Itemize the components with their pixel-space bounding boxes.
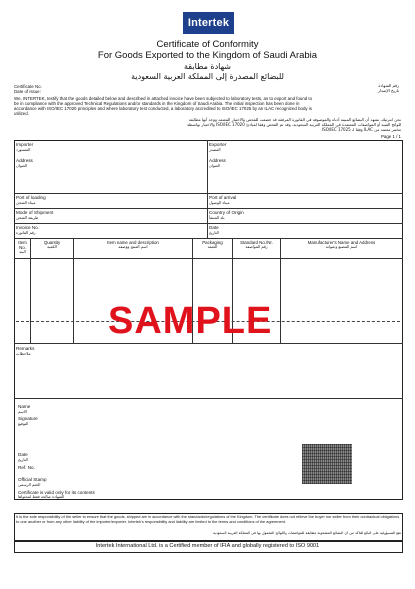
- line-invoice: [14, 223, 403, 224]
- shipment-mode-label: Mode of Shipment: [16, 210, 54, 215]
- stamp-arabic: الختم الرسمي: [18, 482, 41, 487]
- exporter-label: Exporter: [209, 142, 227, 147]
- invoice-no-label: Invoice No.: [16, 225, 39, 230]
- importer-address-arabic: العنوان: [16, 163, 27, 168]
- intro-en-2: be in compliance with the approved Technical Regulations and/or standards in the Kingdom of Saudi Arabia. The initial inspection has been done in: [14, 101, 300, 106]
- title-line-2: For Goods Exported to the Kingdom of Saudi Arabia: [97, 50, 318, 61]
- validity-note: Certificate is valid only for its contents: [18, 490, 95, 495]
- title-arabic-1: شهادة مطابقة: [184, 62, 231, 71]
- title-arabic-2: للبضائع المصدرة إلى المملكة العربية السعودية: [131, 72, 284, 81]
- country-origin-label: Country of Origin: [209, 210, 244, 215]
- col-head-packaging: Packaging التعبئة: [202, 240, 223, 249]
- intro-en-1: We, INTERTEK, testify that the goods detailed below and described in attached invoice have been subjected to laboratory tests, as to export and found to: [14, 96, 313, 101]
- col-head-standard: Standard No./Nr. رقم المواصفة: [240, 240, 273, 249]
- remarks-label: Remarks: [16, 346, 35, 351]
- table-bottom: [14, 343, 403, 344]
- exporter-address-label: Address: [209, 158, 226, 163]
- intro-ar-1: نحن انترتيك، نشهد أن البضائع المبينة أدناه والموصوفة في الفاتورة المرفقة قد خضعت للفحص والاختبار المعتمد ووجد أنها مطابقة: [188, 117, 401, 122]
- intro-ar-2: للوائح الفنية أو المواصفات المعتمدة في المملكة العربية السعودية، وقد تم الفحص وفقا لمبادئ ISO/IEC 17020 والاختبار بواسطة: [187, 122, 401, 127]
- intro-en-3: accordance with ISO/IEC 17020 principles and where laboratory test conducted, a laboratory accredited to ISO/IEC 17025 by an ILAC recognized body is: [14, 106, 312, 111]
- name-label: Name: [18, 404, 31, 409]
- date-of-issue-arabic: تاريخ الإصدار: [377, 88, 399, 93]
- intertek-logo: Intertek: [183, 12, 234, 34]
- ref-no-label: Ref. No.: [18, 465, 35, 470]
- signature-arabic: التوقيع: [18, 421, 29, 426]
- importer-address-label: Address: [16, 158, 33, 163]
- disclaimer-ar: تقع المسؤولية على البائع للتأكد من أن البضائع المشحونة مطابقة للمواصفات واللوائح المعمول بها في المملكة العربية السعودية: [213, 531, 401, 535]
- col-divider-2: [73, 238, 74, 343]
- date-of-issue-label: Date of issue:: [14, 89, 41, 94]
- signature-label: Signature: [18, 416, 38, 421]
- validity-arabic: الشهادة صالحة فقط لمحتواها: [18, 494, 65, 499]
- certificate-no-label: Certificate No.: [14, 84, 42, 89]
- exporter-address-arabic: العنوان: [209, 163, 220, 168]
- page-number: Page 1 / 1: [380, 134, 401, 139]
- sign-date-label: Date: [18, 452, 28, 457]
- line-shipment: [14, 208, 403, 209]
- invoice-no-arabic: رقم الفاتورة: [16, 230, 36, 235]
- line-ports: [14, 193, 403, 194]
- invoice-date-label: Date: [209, 225, 219, 230]
- exporter-arabic: المصدر: [209, 147, 221, 152]
- port-loading-arabic: ميناء الشحن: [16, 200, 36, 205]
- name-arabic: الاسم: [18, 409, 27, 414]
- shipment-mode-arabic: طريقة الشحن: [16, 215, 39, 220]
- col-head-item: Item No. البند: [18, 240, 27, 254]
- certificate-no-arabic: رقم الشهادة: [378, 83, 399, 88]
- sample-watermark: SAMPLE: [108, 300, 273, 342]
- qr-code: [302, 444, 352, 484]
- importer-arabic: المستورد: [16, 147, 31, 152]
- col-head-description: Item name and description اسم المنتج ووصفه: [107, 240, 159, 249]
- importer-label: Importer: [16, 142, 34, 147]
- remarks-arabic: ملاحظات: [16, 351, 31, 356]
- country-origin-arabic: بلد المنشأ: [209, 215, 225, 220]
- sign-date-arabic: التاريخ: [18, 457, 28, 462]
- line-signature: [14, 398, 403, 399]
- disclaimer-en: It is the sole responsibility of the seller to ensure that the goods, shipped are in accordance with the standards/regulations of the Kingdom. The certificate does not relieve the buyer nor seller from their contractual obligations to one another or from any other liability of the importer/exporter. Intertek's responsibility and liability are limited to the terms and conditions of the agreement.: [16, 515, 400, 524]
- port-arrival-label: Port of arrival: [209, 195, 237, 200]
- footer-text: Intertek International Ltd. is a Certified member of IFIA and globally registered to ISO 9001: [95, 543, 320, 549]
- title-line-1: Certificate of Conformity: [156, 39, 259, 50]
- col-head-quantity: Quantity الكمية: [43, 240, 61, 249]
- intro-ar-3: مختبر معتمد من ILAC وفقا لـ ISO/IEC 17025: [321, 127, 401, 132]
- port-loading-label: Port of loading: [16, 195, 46, 200]
- port-arrival-arabic: ميناء الوصول: [209, 200, 230, 205]
- intro-en-4: utilized.: [14, 111, 29, 116]
- stamp-label: Official Stamp: [18, 477, 47, 482]
- col-divider-5: [280, 238, 281, 343]
- col-divider-1: [30, 238, 31, 343]
- col-head-manufacturer: Manufacturer's Name and Address اسم المصنع وعنوانه: [307, 240, 376, 249]
- invoice-date-arabic: التاريخ: [209, 230, 219, 235]
